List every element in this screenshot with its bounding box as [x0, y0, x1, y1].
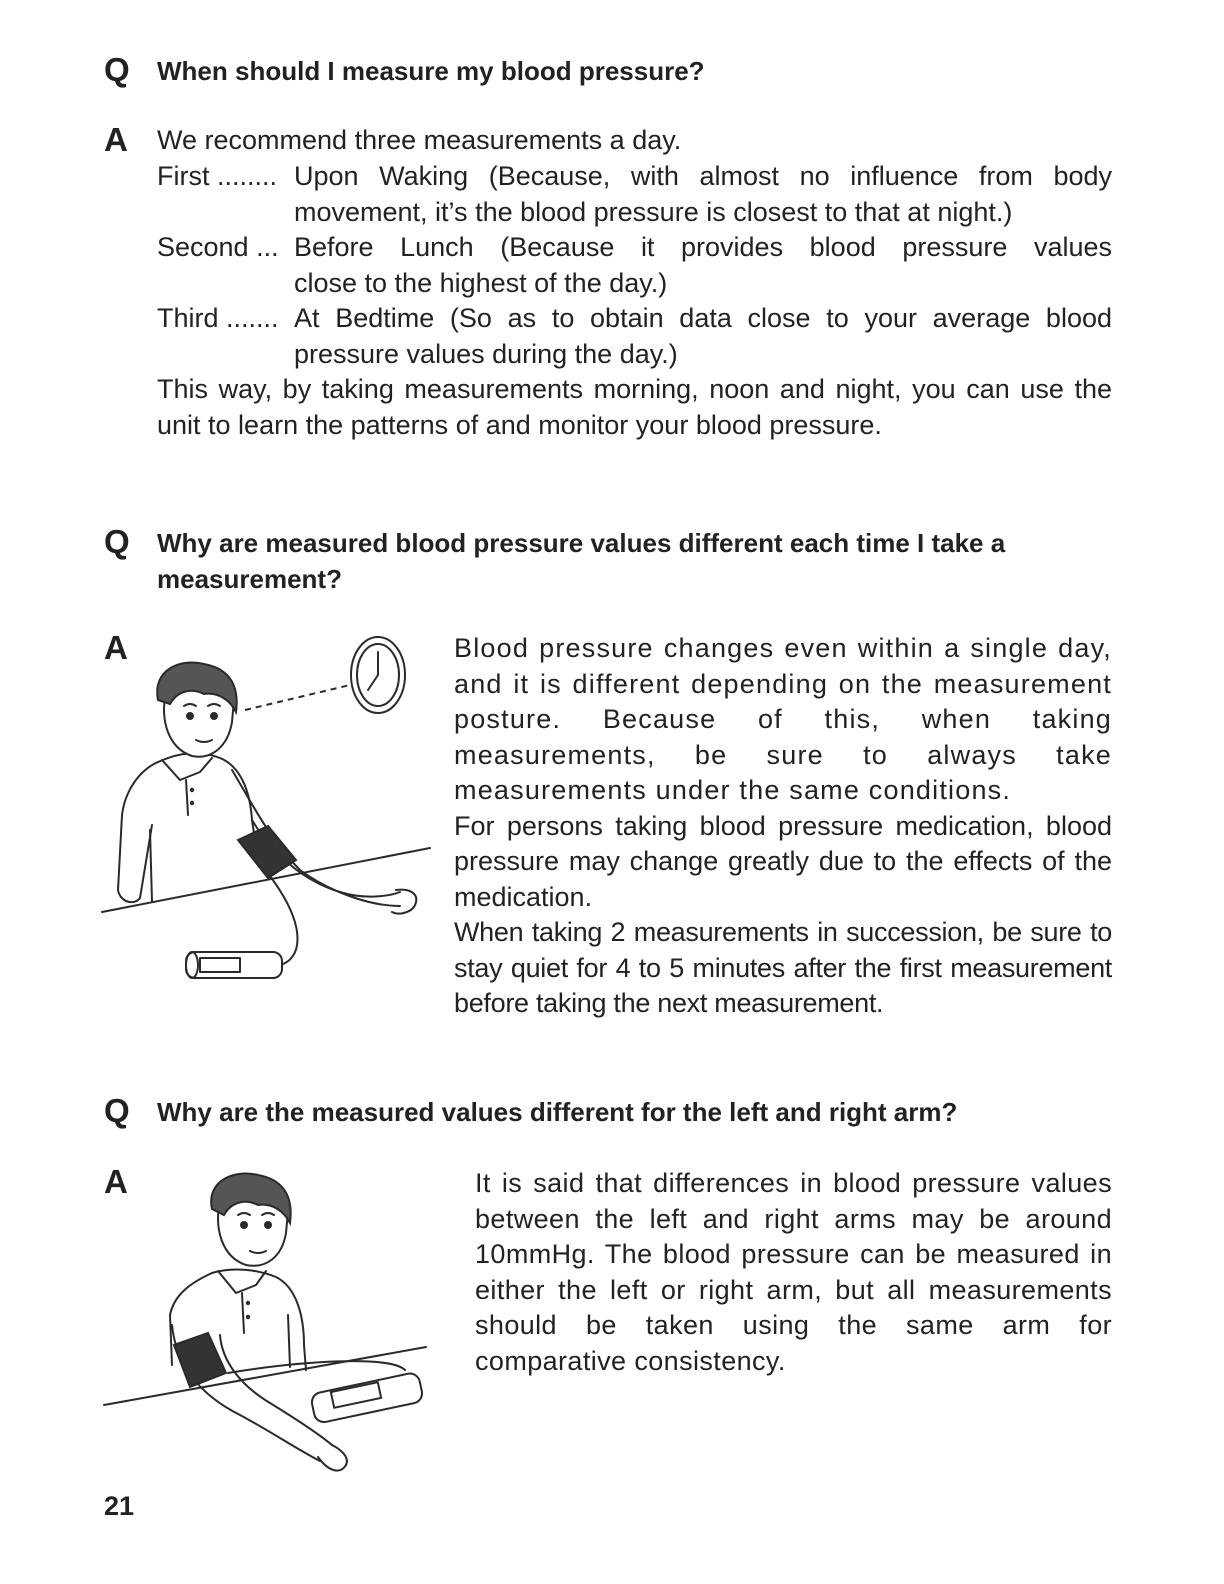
list-item-line2: pressure values during the day.): [294, 338, 678, 369]
answer-2-paragraph-1: Blood pressure changes even within a single day, and it is different depending on the measurement posture. Because of this, when taking measurements, be sure to always take measurements under the same conditions.: [454, 633, 1112, 805]
list-item-line2: close to the highest of the day.): [294, 267, 668, 298]
seated-man-with-clock-and-cuff-illustration: [100, 630, 440, 1000]
list-item-lead: Second ...: [157, 232, 279, 262]
cuff-icon: [174, 1333, 226, 1387]
page-number: 21: [104, 1491, 135, 1521]
q-marker-1: Q: [104, 51, 130, 88]
question-3: Why are the measured values different for the left and right arm?: [157, 1097, 958, 1127]
question-1: When should I measure my blood pressure?: [157, 56, 705, 86]
clock-icon: [351, 637, 405, 713]
answer-2-paragraph-3: When taking 2 measurements in succession, be sure to stay quiet for 4 to 5 minutes after the first measurement before taking the next measurement.: [454, 917, 1112, 1018]
list-item-line1: Upon Waking (Because, with almost no influence from body: [294, 161, 1112, 191]
q-marker-2: Q: [104, 523, 130, 560]
monitor-icon: [186, 952, 282, 978]
question-2: Why are measured blood pressure values different each time I take a measurement?: [157, 528, 1006, 594]
answer-1-intro: We recommend three measurements a day.: [157, 125, 682, 155]
answer-2-paragraph-2: For persons taking blood pressure medication, blood pressure may change greatly due to the effects of the medication.: [454, 810, 1112, 912]
a-marker-3: A: [104, 1163, 128, 1200]
seated-man-with-cuff-illustration: [100, 1165, 440, 1495]
cuff-icon: [238, 826, 296, 878]
a-marker-1: A: [104, 121, 128, 158]
answer-2-text: [454, 631, 1112, 1022]
a-marker-2: A: [104, 629, 128, 666]
list-item-line1: Before Lunch (Because it provides blood pressure values: [294, 232, 1112, 262]
answer-3-paragraph: It is said that differences in blood pressure values between the left and right arms may be around 10mmHg. The blood pressure can be measured in either the left or right arm, but all measurements should be taken using the same arm for comparative consistency.: [475, 1168, 1112, 1376]
answer-1-closing: This way, by taking measurements morning, noon and night, you can use the unit to learn the patterns of and monitor your blood pressure.: [157, 374, 1112, 440]
q-marker-3: Q: [104, 1092, 130, 1129]
monitor-icon: [310, 1372, 424, 1424]
list-item-lead: First ........: [157, 161, 277, 191]
list-item-line1: At Bedtime (So as to obtain data close to your average blood: [294, 303, 1112, 333]
list-item-line2: movement, it’s the blood pressure is closest to that at night.): [294, 196, 1013, 227]
list-item-lead: Third .......: [157, 303, 279, 333]
